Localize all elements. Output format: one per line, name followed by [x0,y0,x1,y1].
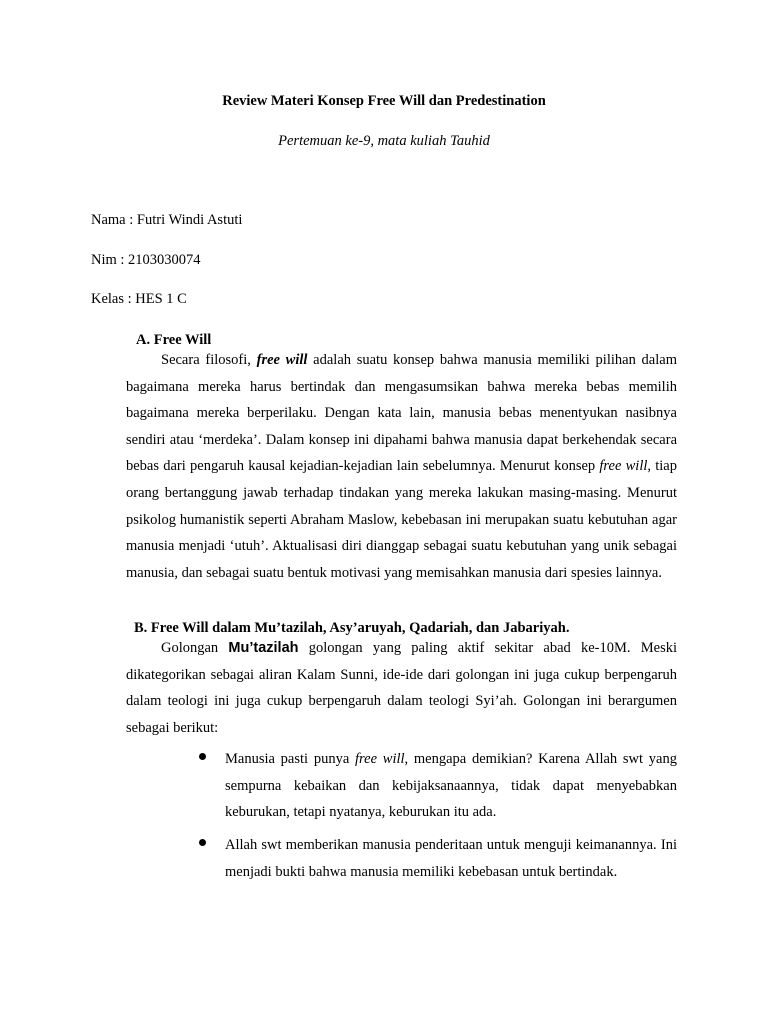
student-nim: Nim : 2103030074 [91,252,201,268]
bullet-1-text-a: Manusia pasti punya [225,751,356,767]
section-a-text-3: , tiap orang bertanggung jawab terhadap tindakan yang mereka lakukan masing-masing. Menurut psikolog humanistik seperti Abraham Maslow, kebebasan ini merupakan suatu kebutuhan agar manusia menjadi ‘utuh’. Aktualisasi diri dianggap sebagai suatu kebutuhan yang unik sebagai manusia, dan sebagai suatu bentuk motivasi yang memisahkan manusia dari spesies lainnya. [126,458,677,581]
bullet-point-1 [199,753,206,760]
bullet-1-text-b: , mengapa demikian? Karena Allah swt yang sempurna kebaikan dan kebijaksanaannya, tidak dapat menyebabkan keburukan, tetapi nyatanya, keburukan itu ada. [225,751,677,821]
bullet-point-2 [199,839,206,846]
section-a-paragraph [126,347,677,586]
section-b-term-mutazilah: Mu’tazilah [228,640,299,656]
section-b-paragraph [126,635,677,741]
document-title: Review Materi Konsep Free Will dan Predestination [222,93,546,109]
section-a-heading: A. Free Will [136,332,212,348]
section-b-text-2: golongan yang paling aktif sekitar abad ke-10M. Meski dikategorikan sebagai aliran Kalam Sunni, ide-ide dari golongan ini juga cukup berpengaruh dalam teologi ini juga cukup berpengaruh dalam teologi Syi’ah. Golongan ini berargumen sebagai berikut: [126,640,677,736]
document-subtitle: Pertemuan ke-9, mata kuliah Tauhid [278,133,490,149]
bullet-item-1 [225,746,677,826]
bullet-item-2: Allah swt memberikan manusia penderitaan untuk menguji keimanannya. Ini menjadi bukti bahwa manusia memiliki kebebasan untuk bertindak. [225,837,677,880]
section-a-term-free-will-2: free will [599,458,648,475]
section-b-text-1: Golongan [161,640,229,656]
student-name: Nama : Futri Windi Astuti [91,212,243,228]
section-a-text-1: Secara filosofi, [161,352,257,368]
section-a-term-free-will: free will [256,352,308,368]
section-b-heading: B. Free Will dalam Mu’tazilah, Asy’aruyah, Qadariah, dan Jabariyah. [134,620,570,636]
bullet-1-term-free-will: free will [355,751,405,767]
student-class: Kelas : HES 1 C [91,291,187,307]
section-a-text-2: adalah suatu konsep bahwa manusia memiliki pilihan dalam bagaimana mereka harus bertindak dan mengasumsikan bahwa mereka bebas memilih bagaimana mereka berperilaku. Dengan kata lain, manusia bebas menentyukan nasibnya sendiri atau ‘merdeka’. Dalam konsep ini dipahami bahwa manusia dapat berkehendak secara bebas dari pengaruh kausal kejadian-kejadian lain sebelumnya. Menurut konsep [126,352,677,475]
